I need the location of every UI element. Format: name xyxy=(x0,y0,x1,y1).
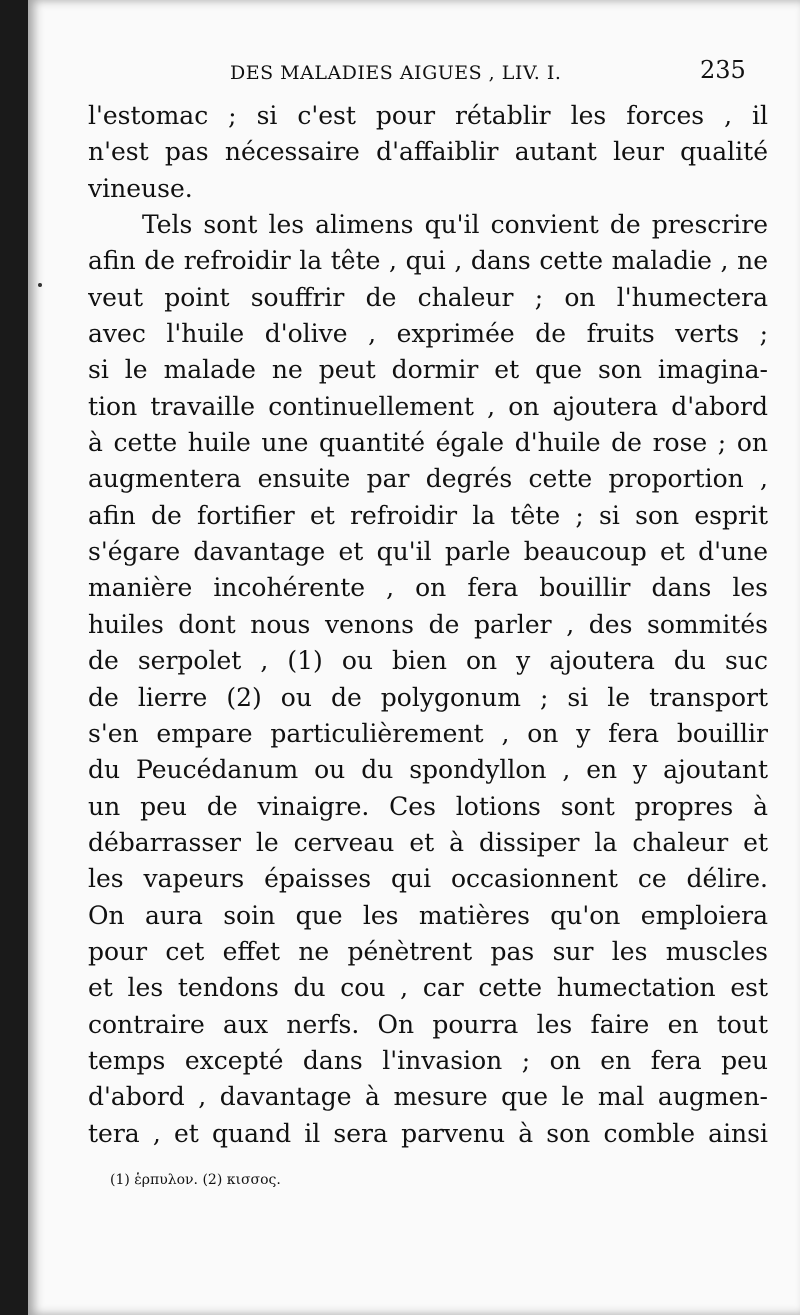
text-line: de lierre (2) ou de polygonum ; si le transport xyxy=(88,682,768,712)
text-line: à cette huile une quantité égale d'huile de rose ; on xyxy=(88,428,768,458)
text-line: veut point souffrir de chaleur ; on l'humectera xyxy=(88,282,768,312)
text-line: débarrasser le cerveau et à dissiper la chaleur et xyxy=(88,827,768,857)
page-header xyxy=(28,56,800,90)
text-line: du Peucédanum ou du spondyllon , en y ajoutant xyxy=(88,755,768,785)
body-text xyxy=(88,98,768,1152)
text-line: un peu de vinaigre. Ces lotions sont propres à xyxy=(88,791,768,821)
text-line: avec l'huile d'olive , exprimée de fruits verts ; xyxy=(88,319,768,349)
text-line: s'égare davantage et qu'il parle beaucoup et d'une xyxy=(88,537,768,567)
text-line: afin de fortifier et refroidir la tête ; si son esprit xyxy=(88,500,768,530)
footnote: (1) ἑρπυλον. (2) κισσος. xyxy=(110,1172,281,1188)
text-line: et les tendons du cou , car cette humectation est xyxy=(88,973,768,1003)
text-line: huiles dont nous venons de parler , des sommités xyxy=(88,609,768,639)
text-line: les vapeurs épaisses qui occasionnent ce délire. xyxy=(88,864,768,894)
page-number: 235 xyxy=(700,56,746,84)
text-line: contraire aux nerfs. On pourra les faire en tout xyxy=(88,1009,768,1039)
text-line: n'est pas nécessaire d'affaiblir autant leur qualité xyxy=(88,137,768,167)
text-line: d'abord , davantage à mesure que le mal augmen- xyxy=(88,1082,768,1112)
text-line: si le malade ne peut dormir et que son imagina- xyxy=(88,355,768,385)
text-line: s'en empare particulièrement , on y fera bouillir xyxy=(88,718,768,748)
text-line: Tels sont les alimens qu'il convient de prescrire xyxy=(142,210,768,240)
text-line: de serpolet , (1) ou bien on y ajoutera du suc xyxy=(88,646,768,676)
text-line: On aura soin que les matières qu'on emploiera xyxy=(88,900,768,930)
running-head: DES MALADIES AIGUES , LIV. I. xyxy=(230,62,562,84)
text-line: l'estomac ; si c'est pour rétablir les forces , il xyxy=(88,101,768,130)
text-line: pour cet effet ne pénètrent pas sur les muscles xyxy=(88,936,768,966)
text-line: vineuse. xyxy=(88,173,193,203)
text-line: temps excepté dans l'invasion ; on en fera peu xyxy=(88,1045,768,1075)
margin-dot-mark xyxy=(38,283,42,287)
text-line: augmentera ensuite par degrés cette proportion , xyxy=(88,464,768,494)
text-line: afin de refroidir la tête , qui , dans cette maladie , ne xyxy=(88,246,768,276)
book-page xyxy=(28,0,800,1315)
text-line: tera , et quand il sera parvenu à son comble ainsi xyxy=(88,1118,768,1148)
text-line: manière incohérente , on fera bouillir dans les xyxy=(88,573,768,603)
text-line: tion travaille continuellement , on ajoutera d'abord xyxy=(88,391,768,421)
